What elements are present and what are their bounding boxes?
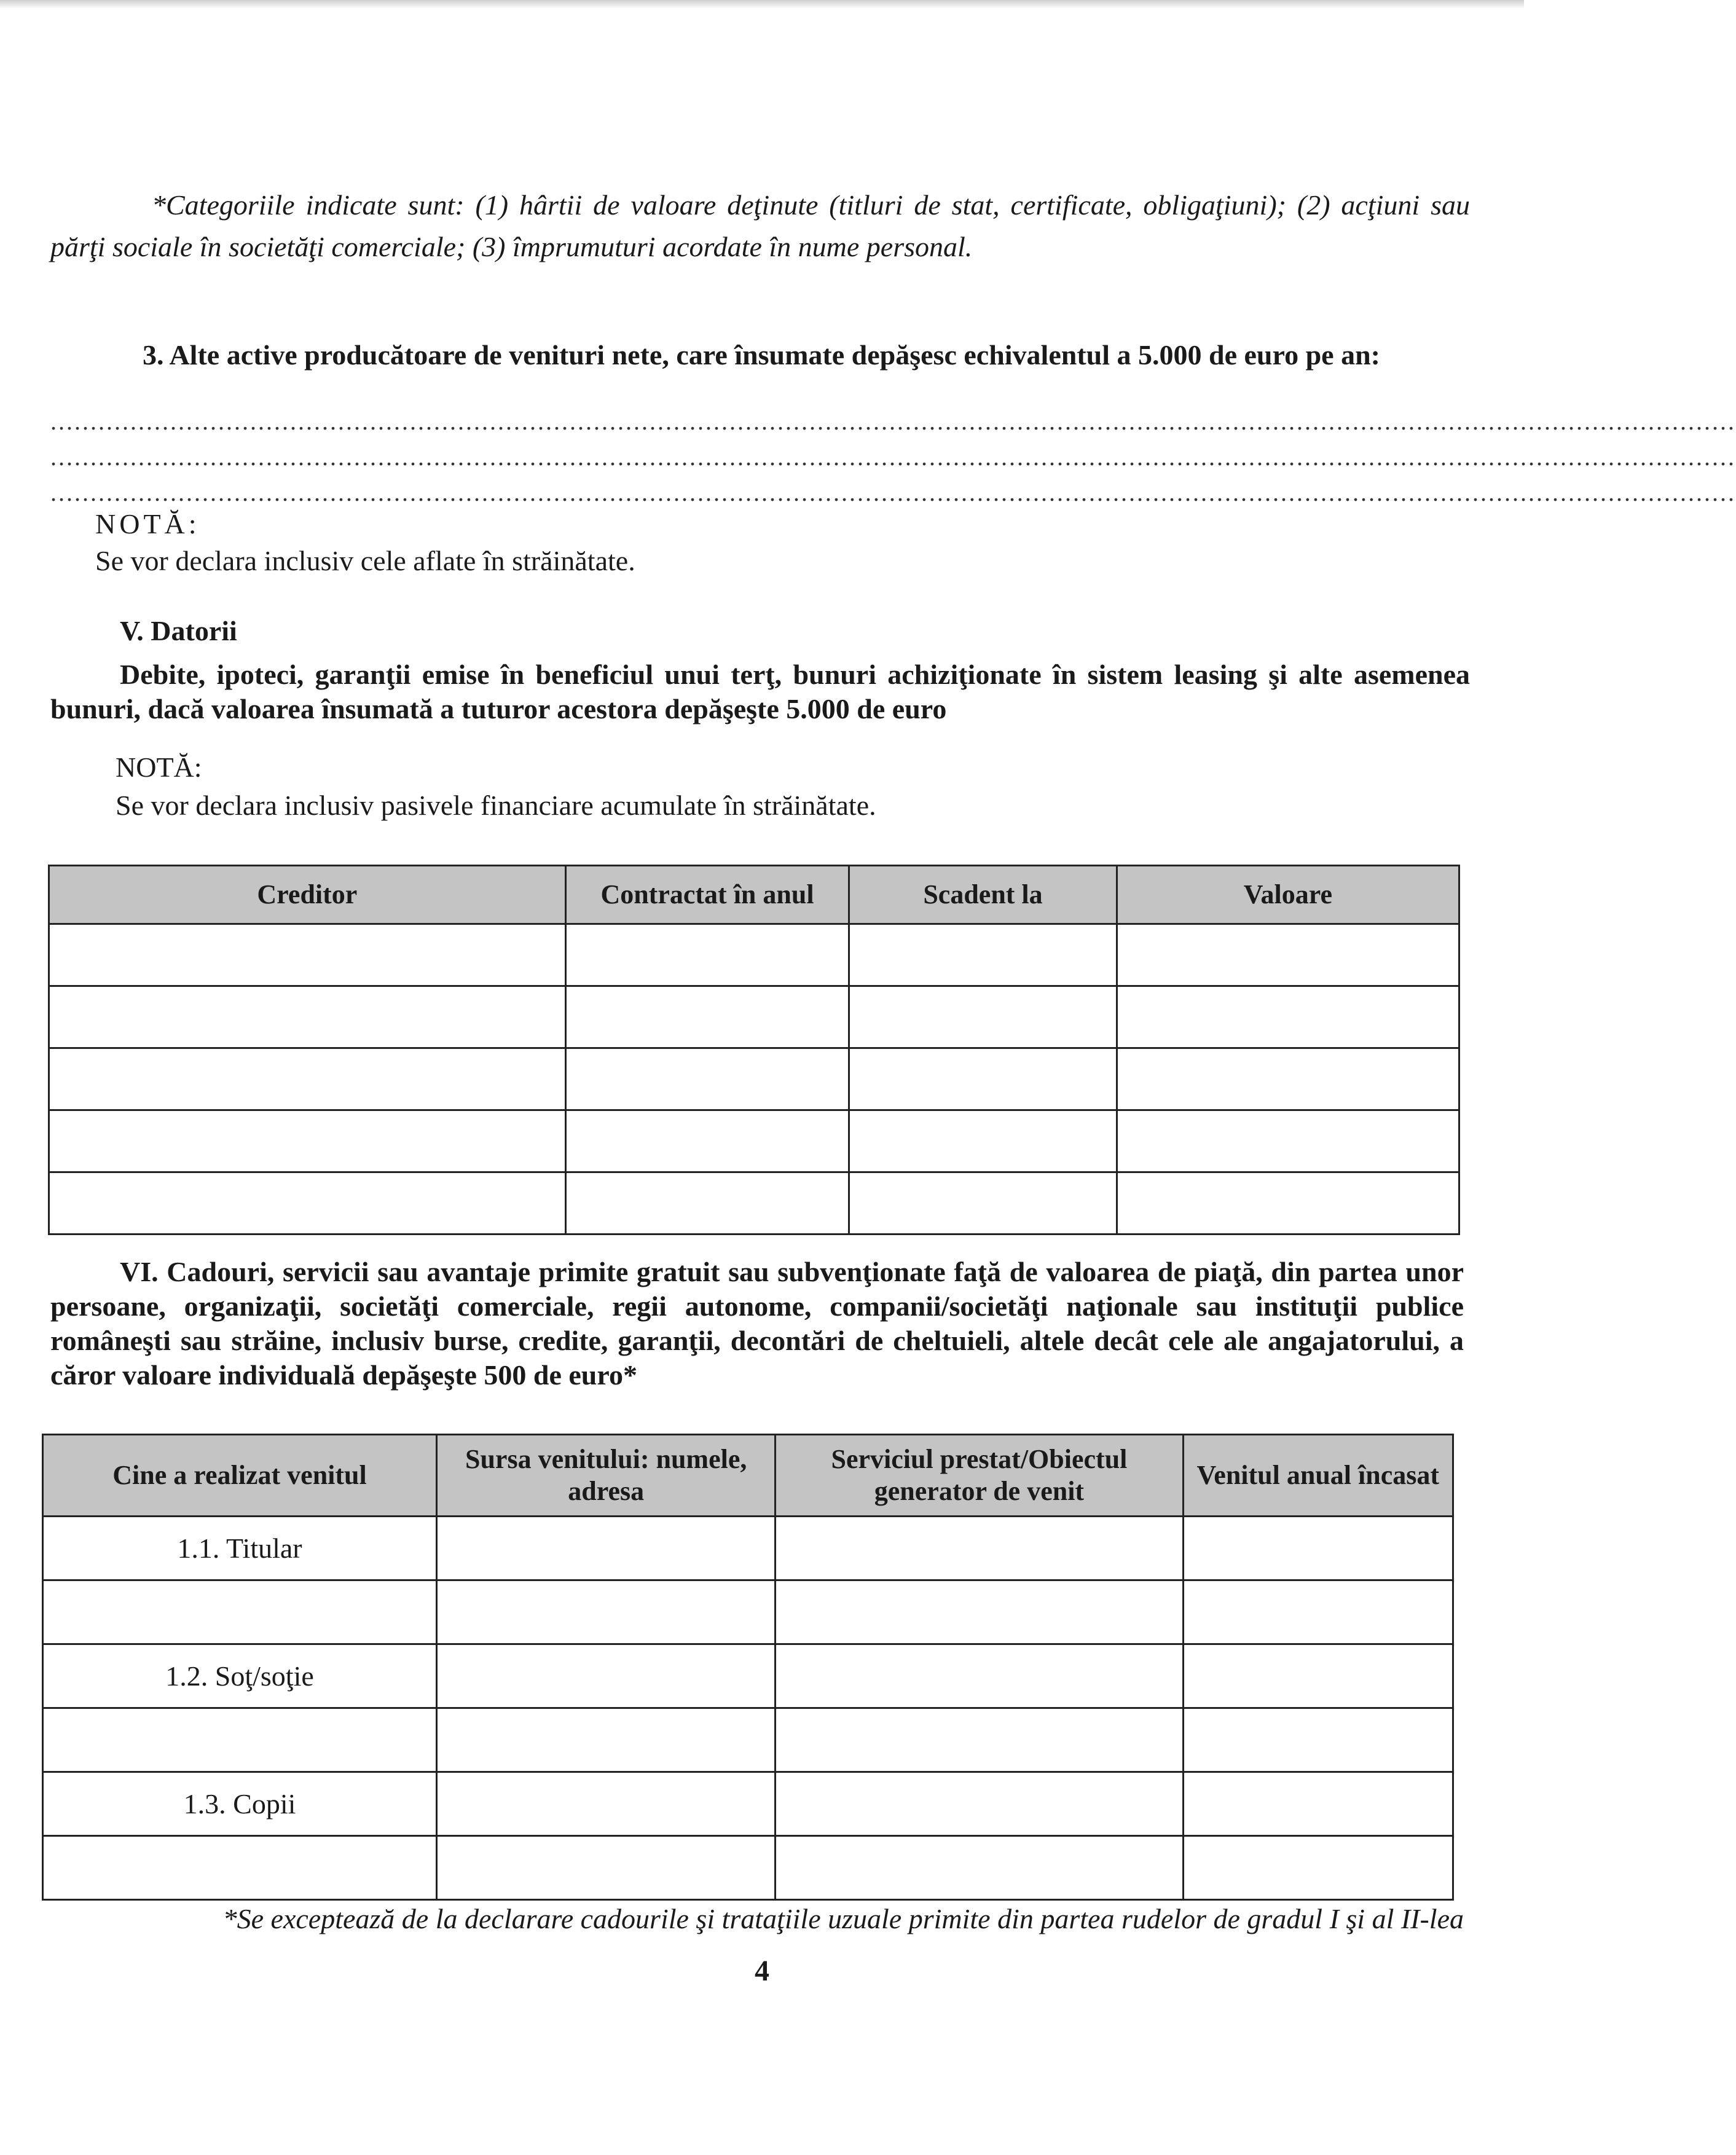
table-cell[interactable] — [565, 924, 849, 986]
table-cell[interactable] — [565, 1110, 849, 1172]
table-cell[interactable] — [565, 1172, 849, 1235]
row-label-titular: 1.1. Titular — [43, 1517, 437, 1580]
table-cell[interactable] — [849, 1172, 1117, 1235]
table-row — [43, 1772, 1453, 1836]
table-row — [43, 1836, 1453, 1900]
column-header-value: Valoare — [1117, 866, 1459, 924]
dotted-fill-line-3: ................................................................................................................................................................................................................... — [50, 479, 1736, 506]
table-cell[interactable] — [849, 924, 1117, 986]
column-header-creditor: Creditor — [49, 866, 566, 924]
table-cell[interactable] — [776, 1836, 1183, 1900]
column-header-due-date: Scadent la — [849, 866, 1117, 924]
table-cell[interactable] — [43, 1580, 437, 1644]
gifts-exception-footnote: *Se exceptează de la declarare cadourile şi trataţiile uzuale primite din partea rudelor de gradul I şi al II-lea — [222, 1903, 1464, 1934]
table-cell[interactable] — [1183, 1772, 1453, 1836]
table-cell[interactable] — [1117, 986, 1459, 1048]
table-cell[interactable] — [1183, 1708, 1453, 1772]
row-label-children: 1.3. Copii — [43, 1772, 437, 1836]
table-cell[interactable] — [49, 1172, 566, 1235]
table-row — [49, 924, 1459, 986]
table-cell[interactable] — [849, 1048, 1117, 1110]
table-cell[interactable] — [49, 924, 566, 986]
table-cell[interactable] — [1117, 1048, 1459, 1110]
table-cell[interactable] — [1183, 1517, 1453, 1580]
table-cell[interactable] — [437, 1772, 776, 1836]
column-header-annual-income: Venitul anual încasat — [1183, 1435, 1453, 1517]
dotted-fill-line-2: ................................................................................................................................................................................................................... — [50, 443, 1736, 471]
column-header-income-source: Sursa venitului: numele, adresa — [437, 1435, 776, 1517]
table-cell[interactable] — [565, 1048, 849, 1110]
categories-footnote: *Categoriile indicate sunt: (1) hârtii de valoare deţinute (titluri de stat, certificate, obligaţiuni); (2) acţiuni sau părţi sociale în societăţi comerciale; (3) împrumuturi acordate în nume personal. — [50, 189, 1470, 262]
table-cell[interactable] — [43, 1836, 437, 1900]
row-label-spouse: 1.2. Soţ/soţie — [43, 1644, 437, 1708]
nota-text: Se vor declara inclusiv cele aflate în străinătate. — [95, 545, 635, 576]
nota-label: NOTĂ: — [116, 752, 202, 783]
nota-text: Se vor declara inclusiv pasivele financiare acumulate în străinătate. — [116, 790, 876, 821]
table-cell[interactable] — [776, 1517, 1183, 1580]
gifts-table — [42, 1434, 1454, 1901]
table-cell[interactable] — [849, 1110, 1117, 1172]
column-header-service-object: Serviciul prestat/Obiectul generator de venit — [776, 1435, 1183, 1517]
table-cell[interactable] — [776, 1708, 1183, 1772]
section-3-heading: 3. Alte active producătoare de venituri nete, care însumate depăşesc echivalentul a 5.000 de euro pe an: — [143, 339, 1381, 371]
table-row — [43, 1644, 1453, 1708]
table-cell[interactable] — [437, 1708, 776, 1772]
dotted-fill-line-1: ................................................................................................................................................................................................................... — [50, 407, 1736, 435]
nota-label: NOTĂ: — [95, 508, 200, 540]
table-row — [43, 1517, 1453, 1580]
table-cell[interactable] — [49, 986, 566, 1048]
table-cell[interactable] — [49, 1048, 566, 1110]
table-cell[interactable] — [49, 1110, 566, 1172]
table-header-row — [43, 1435, 1453, 1517]
table-cell[interactable] — [1183, 1836, 1453, 1900]
table-cell[interactable] — [437, 1517, 776, 1580]
table-row — [43, 1708, 1453, 1772]
table-cell[interactable] — [437, 1836, 776, 1900]
table-cell[interactable] — [43, 1708, 437, 1772]
table-header-row — [49, 866, 1459, 924]
section-5-title: V. Datorii — [120, 615, 237, 646]
debts-table — [48, 865, 1460, 1235]
section-5-description: Debite, ipoteci, garanţii emise în beneficiul unui terţ, bunuri achiziţionate în sistem leasing şi alte asemenea bunuri, dacă valoarea însumată a tuturor acestora depăşeşte 5.000 de euro — [50, 659, 1470, 724]
table-cell[interactable] — [1117, 1172, 1459, 1235]
table-row — [49, 1048, 1459, 1110]
table-cell[interactable] — [1117, 1110, 1459, 1172]
table-cell[interactable] — [849, 986, 1117, 1048]
table-cell[interactable] — [565, 986, 849, 1048]
table-row — [49, 986, 1459, 1048]
table-cell[interactable] — [776, 1580, 1183, 1644]
table-cell[interactable] — [776, 1644, 1183, 1708]
table-cell[interactable] — [437, 1580, 776, 1644]
table-cell[interactable] — [437, 1644, 776, 1708]
table-cell[interactable] — [776, 1772, 1183, 1836]
column-header-contracted-year: Contractat în anul — [565, 866, 849, 924]
column-header-income-recipient: Cine a realizat venitul — [43, 1435, 437, 1517]
scan-top-edge — [0, 0, 1524, 9]
table-row — [43, 1580, 1453, 1644]
page-number: 4 — [755, 1955, 769, 1987]
section-6-description: VI. Cadouri, servicii sau avantaje primite gratuit sau subvenţionate faţă de valoarea de piaţă, din partea unor persoane, organizaţii, societăţi comerciale, regii autonome, companii/societăţi naţionale sau instituţii publice româneşti sau străine, inclusiv burse, credite, garanţii, decontări de cheltuieli, altele decât cele ale angajatorului, a căror valoare individuală depăşeşte 500 de euro* — [50, 1256, 1464, 1391]
table-row — [49, 1172, 1459, 1235]
table-row — [49, 1110, 1459, 1172]
table-cell[interactable] — [1117, 924, 1459, 986]
table-cell[interactable] — [1183, 1580, 1453, 1644]
table-cell[interactable] — [1183, 1644, 1453, 1708]
